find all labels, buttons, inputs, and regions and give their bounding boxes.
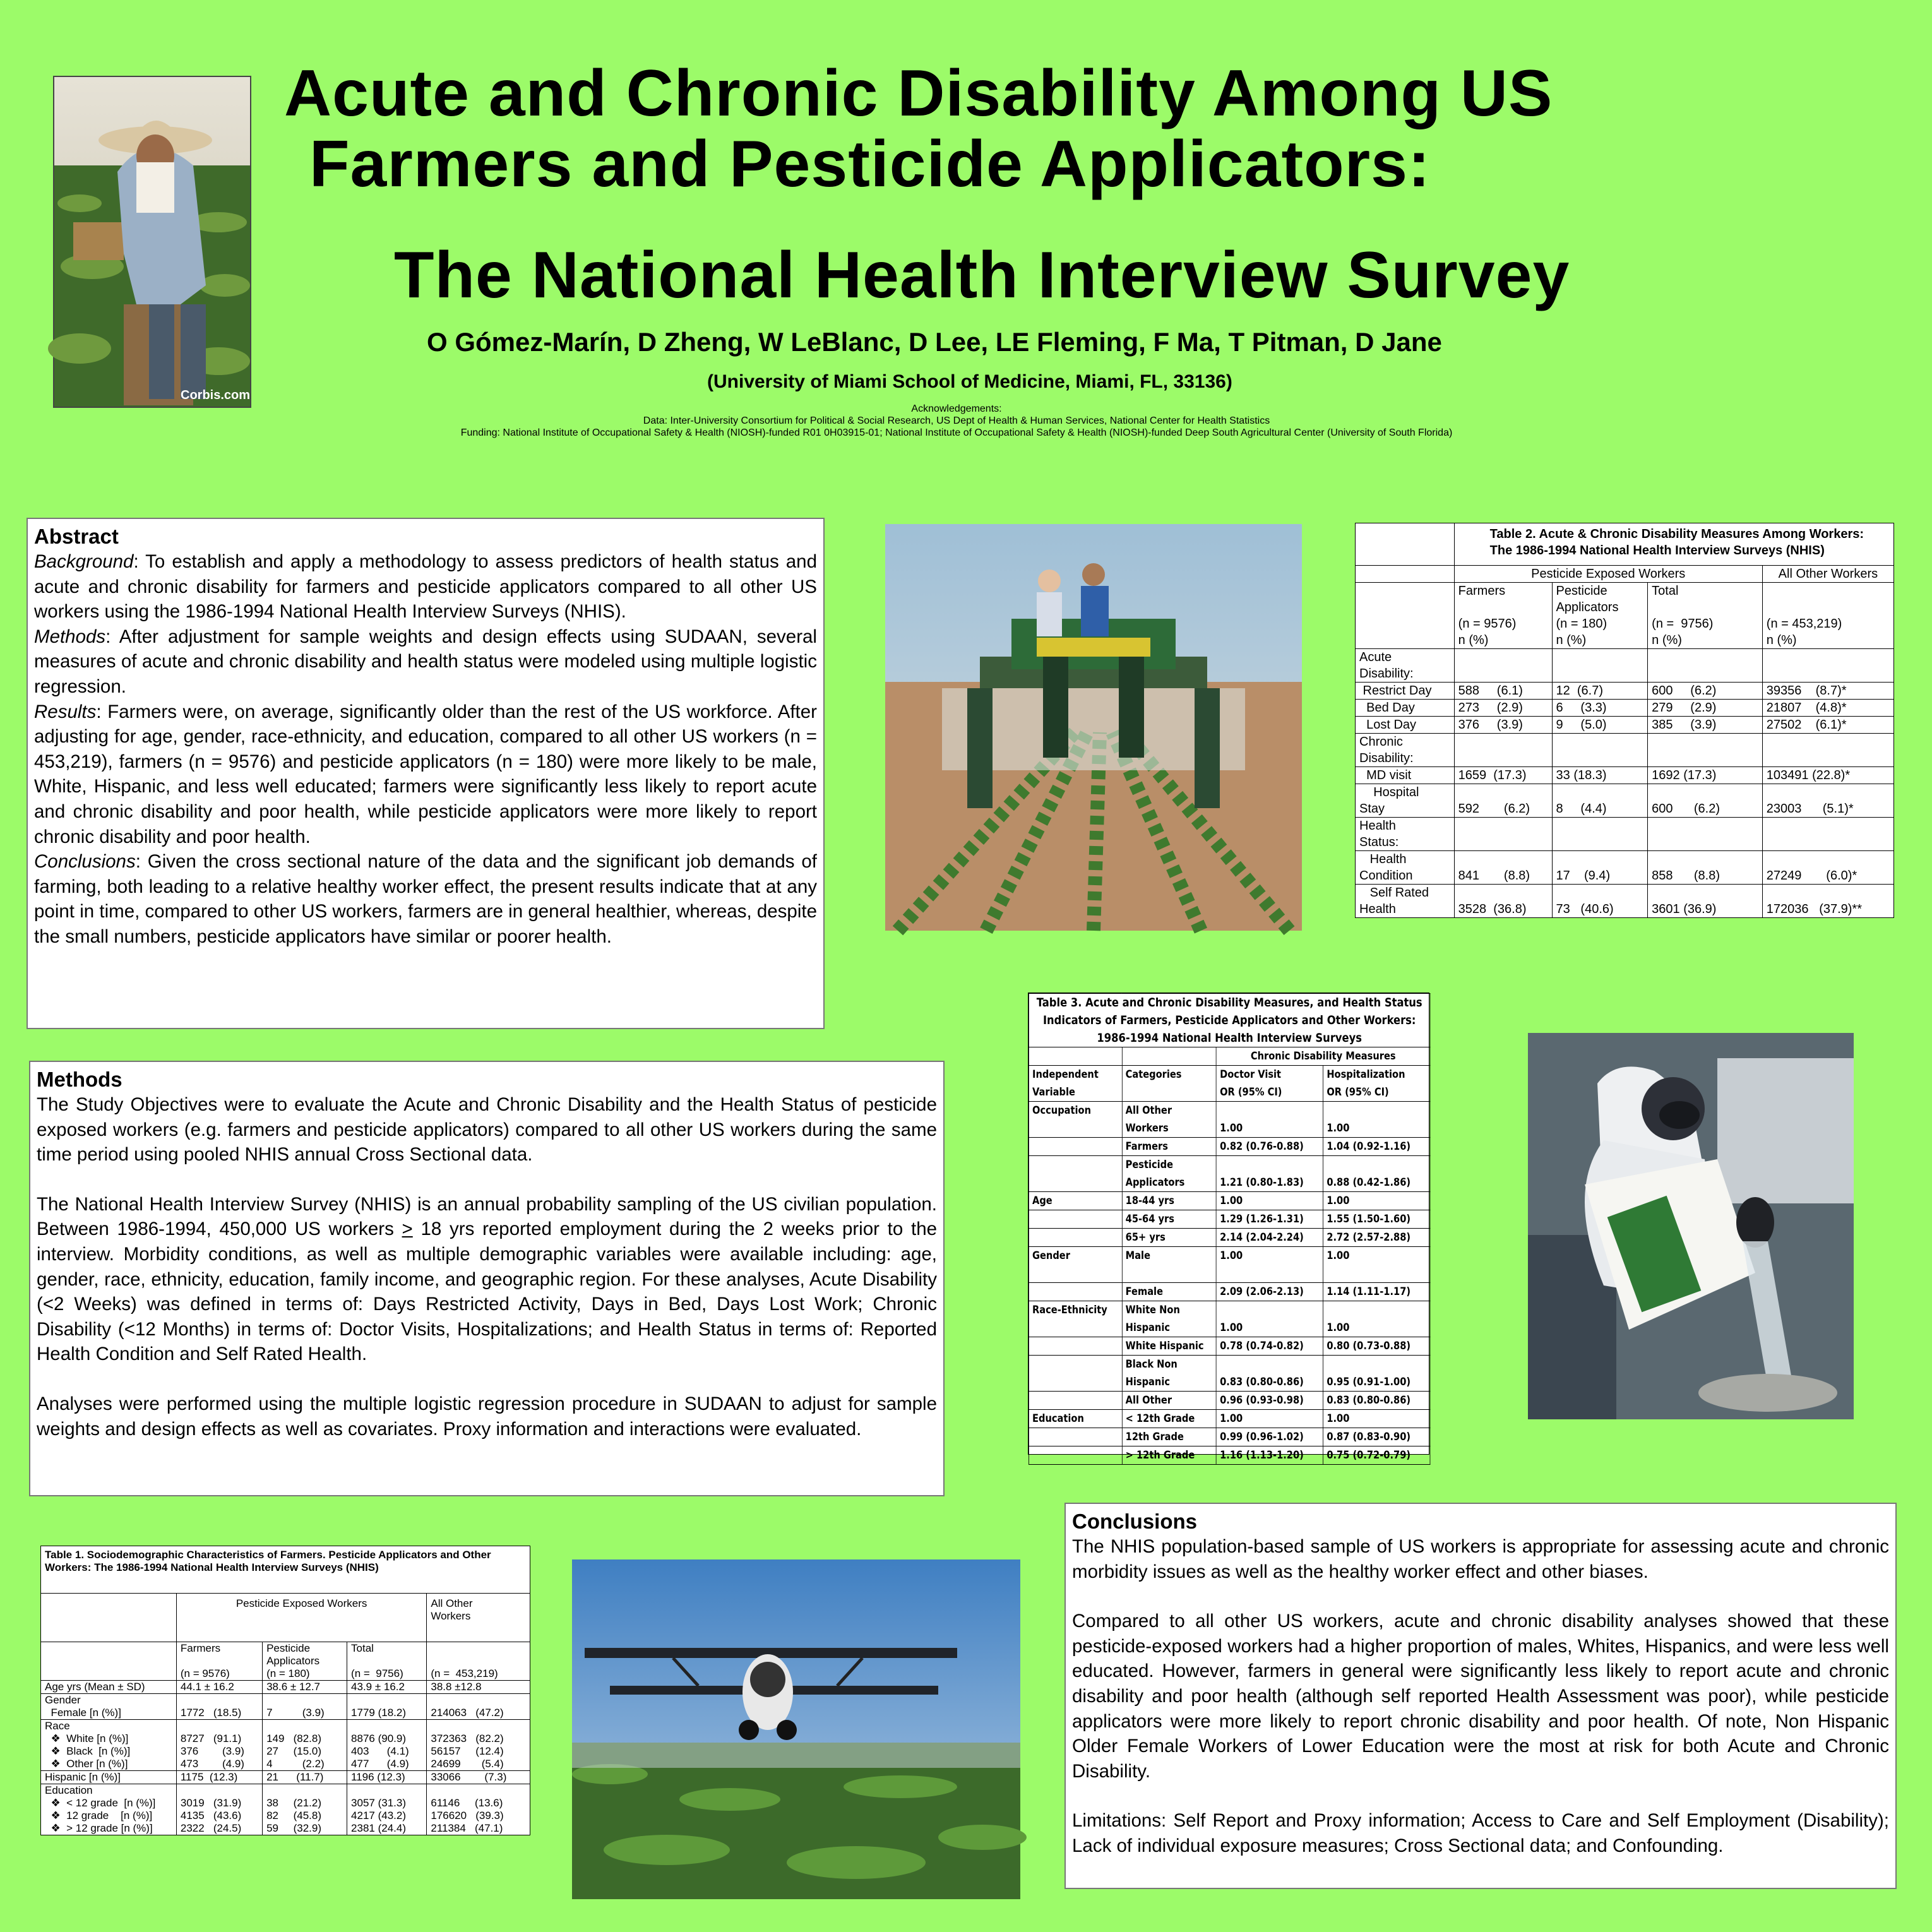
methods-p1: The Study Objectives were to evaluate the Acute and Chronic Disability and the Health Status of pesticide exposed workers (e.g. farmers and pesticide applicators) compared to all other US workers during the same time period using pooled NHIS annual Cross Sectional data. (37, 1094, 937, 1166)
table2-row (1356, 885, 1894, 918)
title-line-3: The National Health Interview Survey (394, 239, 1570, 312)
title-line-1: Acute and Chronic Disability Among US (284, 57, 1553, 130)
table-cell: 1.00 (1323, 1247, 1430, 1283)
conclusions-label: Conclusions (34, 851, 136, 873)
table-cell (41, 1594, 177, 1642)
table3-row-variable (1029, 1337, 1122, 1356)
table3-row (1029, 1192, 1430, 1210)
table1-header-row (41, 1642, 530, 1681)
farmer-photo (53, 76, 251, 408)
table-cell: 0.88 (0.42-1.86) (1323, 1156, 1430, 1192)
table3-row (1029, 1283, 1430, 1301)
table-cell: 12 (6.7) (1552, 683, 1648, 700)
table2-row (1356, 818, 1894, 851)
photo-credit: Corbis.com (181, 388, 251, 402)
table1-row-label: Age yrs (Mean ± SD) (41, 1681, 177, 1694)
table2-row (1356, 649, 1894, 683)
table3-row-category: Female (1122, 1283, 1216, 1301)
table3-row-category: White Non Hispanic (1122, 1301, 1216, 1337)
table2-group-row (1356, 566, 1894, 583)
table-cell: 3601 (36.9) (1648, 885, 1763, 918)
table2-row (1356, 851, 1894, 885)
table3-col-doctor: Doctor Visit OR (95% CI) (1217, 1066, 1323, 1102)
table-cell: 8 (4.4) (1552, 784, 1648, 818)
table-cell: 172036 (37.9)** (1762, 885, 1893, 918)
table-cell: 1.00 (1217, 1301, 1323, 1337)
table3-row-variable: Age (1029, 1192, 1122, 1210)
table-cell: 1.00 (1323, 1410, 1430, 1428)
table-cell (1029, 1047, 1122, 1066)
table1-col-farmers: Farmers (n = 9576) (176, 1642, 262, 1681)
table-cell: 8876 (90.9) 403 (4.1) 477 (4.9) (347, 1720, 427, 1771)
table3-panel (1028, 993, 1429, 1462)
table-cell: 17 (9.4) (1552, 851, 1648, 885)
table3-row-variable: Education (1029, 1410, 1122, 1428)
table-cell: 1.16 (1.13-1.20) (1217, 1446, 1323, 1465)
table3-group-row (1029, 1047, 1430, 1066)
table3-row-category: 65+ yrs (1122, 1229, 1216, 1247)
table-cell: 1692 (17.3) (1648, 767, 1763, 784)
table3-row-category: < 12th Grade (1122, 1410, 1216, 1428)
table-cell (1454, 818, 1552, 851)
table3-row (1029, 1138, 1430, 1156)
table-cell: 6 (3.3) (1552, 700, 1648, 717)
ack-title: Acknowledgements: (911, 403, 1002, 414)
table-cell: 1175 (12.3) (176, 1771, 262, 1784)
table2-row-label: Lost Day (1356, 717, 1455, 734)
methods-text: : After adjustment for sample weights and design effects using SUDAAN, several measures of acute and chronic disability and health status were modeled using multiple logistic regression. (34, 626, 817, 697)
table3-group: Chronic Disability Measures (1217, 1047, 1430, 1066)
table2-row-label: Bed Day (1356, 700, 1455, 717)
table-cell: 0.80 (0.73-0.88) (1323, 1337, 1430, 1356)
table-cell: 1.04 (0.92-1.16) (1323, 1138, 1430, 1156)
table-cell: 600 (6.2) (1648, 784, 1763, 818)
table2-group-exposed: Pesticide Exposed Workers (1454, 566, 1762, 583)
table3-row-category: Farmers (1122, 1138, 1216, 1156)
table3-row-variable (1029, 1138, 1122, 1156)
table3-row-variable: Race-Ethnicity (1029, 1301, 1122, 1337)
table3-row (1029, 1410, 1430, 1428)
table-cell: 592 (6.2) (1454, 784, 1552, 818)
table3-row-variable (1029, 1229, 1122, 1247)
table1-row-label: Education ❖ < 12 grade [n (%)] ❖ 12 grade [n (%)] ❖ > 12 grade [n (%)] (41, 1784, 177, 1835)
table-cell: 73 (40.6) (1552, 885, 1648, 918)
table-cell (1552, 734, 1648, 767)
table3-row-category: All Other Workers (1122, 1102, 1216, 1138)
table3-header-row (1029, 1066, 1430, 1102)
table3-col-variable: Independent Variable (1029, 1066, 1122, 1102)
table-cell: 0.96 (0.93-0.98) (1217, 1392, 1323, 1410)
table-cell: 588 (6.1) (1454, 683, 1552, 700)
background-label: Background (34, 551, 134, 572)
table3-row-variable (1029, 1356, 1122, 1392)
table3-row (1029, 1446, 1430, 1465)
table-cell: 21807 (4.8)* (1762, 700, 1893, 717)
methods-panel (29, 1061, 945, 1496)
table2-col-farmers: Farmers (n = 9576) n (%) (1454, 583, 1552, 649)
table-cell: 33 (18.3) (1552, 767, 1648, 784)
pesticide-worker-photo (1528, 1033, 1854, 1419)
table3-row (1029, 1156, 1430, 1192)
table3 (1029, 993, 1430, 1465)
table3-row (1029, 1247, 1430, 1283)
table-cell: 214063 (47.2) (427, 1694, 530, 1720)
table2-col-total: Total (n = 9756) n (%) (1648, 583, 1763, 649)
table-cell: 1659 (17.3) (1454, 767, 1552, 784)
table1-row (41, 1694, 530, 1720)
conclusions-p1: The NHIS population-based sample of US workers is appropriate for assessing acute and chronic morbidity issues as well as the healthy worker effect and other biases. (1072, 1536, 1889, 1582)
title-line-2: Farmers and Pesticide Applicators: (309, 128, 1431, 201)
methods-p3: Analyses were performed using the multiple logistic regression procedure in SUDAAN to adjust for sample weights and design effects as well as covariates. Proxy information and interactions were evaluated. (37, 1393, 937, 1440)
table-cell: 27502 (6.1)* (1762, 717, 1893, 734)
conclusions-text: : Given the cross sectional nature of the data and the significant job demands of farming, both leading to a relative healthy worker effect, the present results indicate that at any point in time, compared to other US workers, farmers are in general healthier, whereas, despite the small numbers, pesticide applicators have similar or poorer health. (34, 851, 817, 947)
methods-p2-b: 18 yrs reported employment during the 2 weeks prior to the interview. Morbidity conditions, as well as multiple demographic variables were available including: age, gender, race, ethnicity, education, family income, and geographic region. For these analyses, Acute Disability (<2 Weeks) was defined in terms of: Days Restricted Activity, Days in Bed, Days Lost Work; Chronic Disability (<12 Months) in terms of: Doctor Visits, Hospitalizations; and Health Status in terms of: Reported Health Condition and Self Rated Health. (37, 1219, 938, 1365)
authors: O Gómez-Marín, D Zheng, W LeBlanc, D Lee, LE Fleming, F Ma, T Pitman, D Jane (427, 327, 1442, 357)
table-cell: 1.00 (1217, 1192, 1323, 1210)
table-cell: 1.00 (1323, 1301, 1430, 1337)
table1-row (41, 1784, 530, 1835)
table1-group-exposed: Pesticide Exposed Workers (176, 1594, 427, 1642)
acknowledgements (379, 403, 1534, 439)
table3-row-variable: Occupation (1029, 1102, 1122, 1138)
table3-row-category: All Other (1122, 1392, 1216, 1410)
table3-caption-row (1029, 994, 1430, 1047)
table-cell: 0.83 (0.80-0.86) (1323, 1392, 1430, 1410)
table3-row-variable (1029, 1446, 1122, 1465)
table1-row (41, 1771, 530, 1784)
table2-panel (1355, 523, 1894, 918)
table1-row (41, 1720, 530, 1771)
table-cell: 279 (2.9) (1648, 700, 1763, 717)
table-cell (1552, 818, 1648, 851)
table-cell: 0.75 (0.72-0.79) (1323, 1446, 1430, 1465)
table3-row (1029, 1337, 1430, 1356)
abstract-panel (27, 518, 825, 1029)
table-cell: 273 (2.9) (1454, 700, 1552, 717)
table3-row (1029, 1392, 1430, 1410)
table3-row-variable (1029, 1428, 1122, 1446)
table-cell: 3057 (31.3) 4217 (43.2) 2381 (24.4) (347, 1784, 427, 1835)
table-cell: 38 (21.2) 82 (45.8) 59 (32.9) (263, 1784, 347, 1835)
table-cell: 0.95 (0.91-1.00) (1323, 1356, 1430, 1392)
table-cell (1356, 583, 1455, 649)
ge-symbol: > (402, 1219, 413, 1240)
table-cell: 0.83 (0.80-0.86) (1217, 1356, 1323, 1392)
table2-row-label: Health Condition (1356, 851, 1455, 885)
methods-heading: Methods (37, 1068, 122, 1091)
table-cell: 2.09 (2.06-2.13) (1217, 1283, 1323, 1301)
crop-duster-photo (572, 1559, 1020, 1899)
table-cell: 21 (11.7) (263, 1771, 347, 1784)
methods-p2 (37, 1192, 937, 1367)
table2-row (1356, 717, 1894, 734)
table1-row-label: Race ❖ White [n (%)] ❖ Black [n (%)] ❖ Other [n (%)] (41, 1720, 177, 1771)
table-cell (1762, 649, 1893, 683)
table-cell (1648, 649, 1763, 683)
table1-row (41, 1681, 530, 1694)
table2-row (1356, 767, 1894, 784)
table-cell: 8727 (91.1) 376 (3.9) 473 (4.9) (176, 1720, 262, 1771)
table-cell: 600 (6.2) (1648, 683, 1763, 700)
table2 (1355, 523, 1894, 918)
table1-row-label: Gender Female [n (%)] (41, 1694, 177, 1720)
table1-col-applicators: Pesticide Applicators (n = 180) (263, 1642, 347, 1681)
table-cell: 27249 (6.0)* (1762, 851, 1893, 885)
conclusions-p3: Limitations: Self Report and Proxy information; Access to Care and Self Employment (Disability); Lack of individual exposure measures; Cross Sectional data; and Confounding. (1072, 1810, 1889, 1856)
table1-panel (40, 1546, 530, 1835)
table-cell: 1.00 (1323, 1192, 1430, 1210)
methods-p2-a: The National Health Interview Survey (NHIS) is an annual probability sampling of the US civilian population. Between 1986-1994, 450,000 US workers (37, 1193, 937, 1240)
table-cell: 103491 (22.8)* (1762, 767, 1893, 784)
table-cell (1356, 566, 1455, 583)
table-cell: 1.14 (1.11-1.17) (1323, 1283, 1430, 1301)
table-cell: 2.72 (2.57-2.88) (1323, 1229, 1430, 1247)
table-cell: 33066 (7.3) (427, 1771, 530, 1784)
table2-row-label: Acute Disability: (1356, 649, 1455, 683)
background-text: : To establish and apply a methodology to assess predictors of health status and acute and chronic disability for farmers and pesticide applicators compared to all other US workers using the 1986-1994 National Health Interview Surveys (NHIS). (34, 551, 817, 623)
table-cell: 0.82 (0.76-0.88) (1217, 1138, 1323, 1156)
table2-row (1356, 683, 1894, 700)
table3-row-category: Male (1122, 1247, 1216, 1283)
table3-row-category: 18-44 yrs (1122, 1192, 1216, 1210)
table-cell (1648, 818, 1763, 851)
table-cell: 149 (82.8) 27 (15.0) 4 (2.2) (263, 1720, 347, 1771)
table1-group-other: All Other Workers (427, 1594, 530, 1642)
table2-col-applicators: Pesticide Applicators (n = 180) n (%) (1552, 583, 1648, 649)
table2-header-row (1356, 583, 1894, 649)
table2-row-label: MD visit (1356, 767, 1455, 784)
table2-col-other: (n = 453,219) n (%) (1762, 583, 1893, 649)
abstract-background (34, 549, 817, 624)
table1-caption: Table 1. Sociodemographic Characteristics of Farmers. Pesticide Applicators and Other Workers: The 1986-1994 National Health Interview Surveys (NHIS) (41, 1546, 530, 1594)
table-cell: 0.78 (0.74-0.82) (1217, 1337, 1323, 1356)
abstract-conclusions (34, 849, 817, 949)
abstract-methods (34, 624, 817, 700)
table-cell (1762, 818, 1893, 851)
table3-row-category: > 12th Grade (1122, 1446, 1216, 1465)
table-cell: 1772 (18.5) (176, 1694, 262, 1720)
table3-col-categories: Categories (1122, 1066, 1216, 1102)
table-cell: 1196 (12.3) (347, 1771, 427, 1784)
ack-funding: Funding: National Institute of Occupational Safety & Health (NIOSH)-funded R01 0H03915-01; National Institute of Occupational Safety & Health (NIOSH)-funded Deep South Agricultural Center (University of South Florida) (460, 427, 1453, 438)
table3-row (1029, 1229, 1430, 1247)
table1-col-other: (n = 453,219) (427, 1642, 530, 1681)
table2-row (1356, 700, 1894, 717)
table-cell (1454, 734, 1552, 767)
table-cell: 1.00 (1217, 1247, 1323, 1283)
table3-row-variable (1029, 1392, 1122, 1410)
table3-row (1029, 1356, 1430, 1392)
table-cell: 1.55 (1.50-1.60) (1323, 1210, 1430, 1229)
table3-row-variable (1029, 1210, 1122, 1229)
table-cell: 1.00 (1217, 1410, 1323, 1428)
table1-caption-row (41, 1546, 530, 1594)
results-text: : Farmers were, on average, significantly older than the rest of the US workforce. After adjusting for age, gender, race-ethnicity, and education, compared to all other US workers (n = 453,219), farmers (n = 9576) and pesticide applicators (n = 180) were more likely to be male, White, Hispanic, and less well educated; farmers were significantly less likely to report acute and chronic disability and poor health, while pesticide applicators were more likely to report chronic disability and poor health. (34, 701, 817, 847)
table-cell: 841 (8.8) (1454, 851, 1552, 885)
table3-row-variable: Gender (1029, 1247, 1122, 1283)
table-cell (41, 1642, 177, 1681)
table3-row-category: Pesticide Applicators (1122, 1156, 1216, 1192)
table-cell (1762, 734, 1893, 767)
table-cell: 858 (8.8) (1648, 851, 1763, 885)
table3-row (1029, 1301, 1430, 1337)
table3-row (1029, 1102, 1430, 1138)
table-cell: 2.14 (2.04-2.24) (1217, 1229, 1323, 1247)
table-cell: 7 (3.9) (263, 1694, 347, 1720)
conclusions-panel (1064, 1503, 1897, 1889)
methods-label: Methods (34, 626, 106, 647)
table2-row-label: Hospital Stay (1356, 784, 1455, 818)
table2-row (1356, 784, 1894, 818)
table-cell: 1.00 (1323, 1102, 1430, 1138)
table-cell: 44.1 ± 16.2 (176, 1681, 262, 1694)
table2-caption-row (1356, 523, 1894, 566)
table1-group-row (41, 1594, 530, 1642)
table-cell: 0.99 (0.96-1.02) (1217, 1428, 1323, 1446)
table-cell: 1.21 (0.80-1.83) (1217, 1156, 1323, 1192)
table1-col-total: Total (n = 9756) (347, 1642, 427, 1681)
table-cell: 1.29 (1.26-1.31) (1217, 1210, 1323, 1229)
table-cell: 372363 (82.2) 56157 (12.4) 24699 (5.4) (427, 1720, 530, 1771)
table-cell: 3019 (31.9) 4135 (43.6) 2322 (24.5) (176, 1784, 262, 1835)
table-cell: 385 (3.9) (1648, 717, 1763, 734)
table3-row-variable (1029, 1156, 1122, 1192)
table3-col-hosp: Hospitalization OR (95% CI) (1323, 1066, 1430, 1102)
table-cell: 61146 (13.6) 176620 (39.3) 211384 (47.1) (427, 1784, 530, 1835)
table3-row-category: 45-64 yrs (1122, 1210, 1216, 1229)
table-cell: 39356 (8.7)* (1762, 683, 1893, 700)
table-cell: 38.8 ±12.8 (427, 1681, 530, 1694)
table3-row-variable (1029, 1283, 1122, 1301)
table-cell (1454, 649, 1552, 683)
table-cell: 1.00 (1217, 1102, 1323, 1138)
table2-caption: Table 2. Acute & Chronic Disability Measures Among Workers: The 1986-1994 National Health Interview Surveys (NHIS) (1454, 523, 1893, 566)
table-cell: 1779 (18.2) (347, 1694, 427, 1720)
table2-row (1356, 734, 1894, 767)
affiliation: (University of Miami School of Medicine, Miami, FL, 33136) (707, 371, 1232, 392)
table3-row-category: Black Non Hispanic (1122, 1356, 1216, 1392)
abstract-results (34, 700, 817, 850)
tractor-spraying-photo (885, 524, 1302, 931)
table3-row-category: 12th Grade (1122, 1428, 1216, 1446)
results-label: Results (34, 701, 97, 722)
conclusions-heading: Conclusions (1072, 1510, 1198, 1533)
abstract-heading: Abstract (34, 525, 119, 548)
table-cell: 23003 (5.1)* (1762, 784, 1893, 818)
table-cell (1122, 1047, 1216, 1066)
table-cell (1552, 649, 1648, 683)
table-cell: 38.6 ± 12.7 (263, 1681, 347, 1694)
table-cell: 376 (3.9) (1454, 717, 1552, 734)
table-cell (1356, 523, 1455, 566)
table-cell: 43.9 ± 16.2 (347, 1681, 427, 1694)
table3-row (1029, 1210, 1430, 1229)
table2-row-label: Self Rated Health (1356, 885, 1455, 918)
table2-row-label: Health Status: (1356, 818, 1455, 851)
table1-row-label: Hispanic [n (%)] (41, 1771, 177, 1784)
table-cell: 0.87 (0.83-0.90) (1323, 1428, 1430, 1446)
table3-row-category: White Hispanic (1122, 1337, 1216, 1356)
table3-row (1029, 1428, 1430, 1446)
table-cell: 9 (5.0) (1552, 717, 1648, 734)
table2-row-label: Chronic Disability: (1356, 734, 1455, 767)
conclusions-p2: Compared to all other US workers, acute and chronic disability analyses showed that these pesticide-exposed workers had a higher proportion of males, Whites, Hispanics, and were less well educated. However, farmers in general were significantly less likely to report acute and chronic disability and poor health (although self reported Health Assessment was poor), while pesticide applicators were more likely to report chronic disability and poor health. Of note, Non Hispanic Older Female Workers of Lower Education were the most at risk for both Acute and Chronic Disability. (1072, 1611, 1889, 1782)
table2-row-label: Restrict Day (1356, 683, 1455, 700)
table-cell: 3528 (36.8) (1454, 885, 1552, 918)
ack-data: Data: Inter-University Consortium for Political & Social Research, US Dept of Health & Human Services, National Center for Health Statistics (643, 415, 1270, 426)
table1 (40, 1546, 530, 1835)
table-cell (1648, 734, 1763, 767)
table3-caption: Table 3. Acute and Chronic Disability Measures, and Health Status Indicators of Farmers, Pesticide Applicators and Other Workers: 1986-1994 National Health Interview Surveys (1029, 994, 1430, 1047)
table2-group-other: All Other Workers (1762, 566, 1893, 583)
